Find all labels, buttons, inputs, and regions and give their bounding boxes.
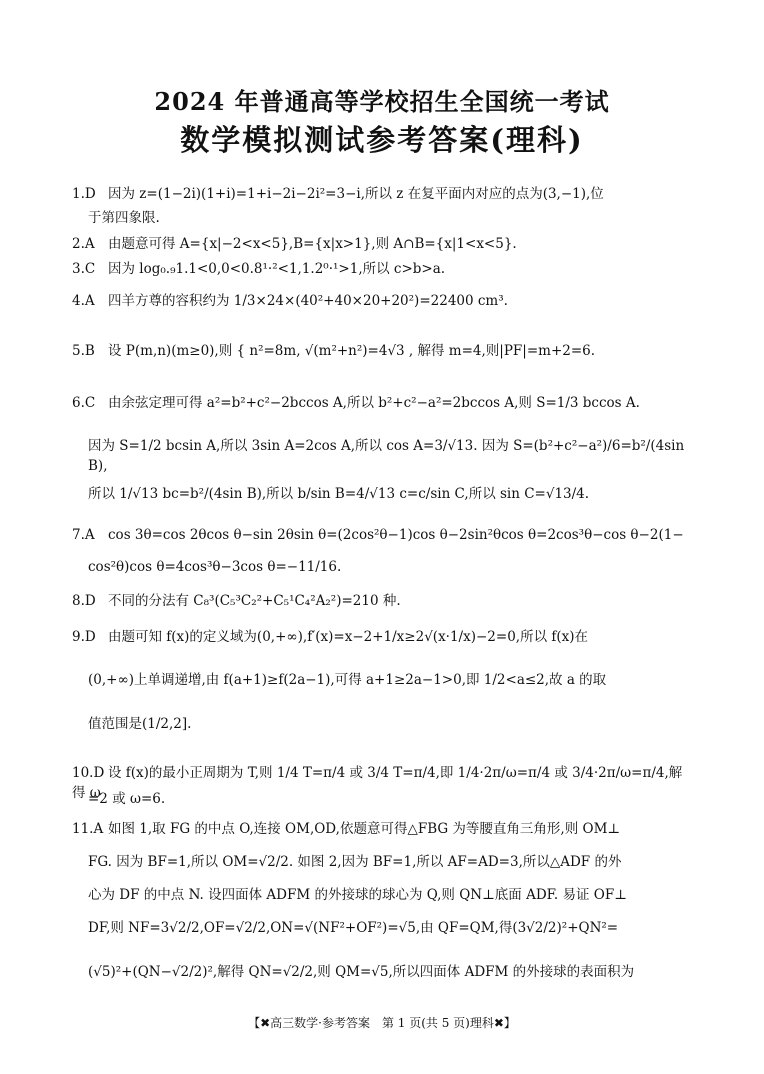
- answer-text: 由余弦定理可得 a²=b²+c²−2bccos A,所以 b²+c²−a²=2bccos A,则 S=1/3 bccos A.: [108, 395, 640, 411]
- answer-7: [72, 525, 694, 545]
- answer-label: 1.D: [72, 186, 96, 202]
- title-line-1: 2024 年普通高等学校招生全国统一考试: [154, 87, 610, 116]
- answer-label: 7.A: [72, 527, 95, 543]
- answer-11-cont-3: DF,则 NF=3√2/2,OF=√2/2,ON=√(NF²+OF²)=√5,由 QF=QM,得(3√2/2)²+QN²=: [88, 920, 619, 936]
- answer-4: [72, 291, 694, 311]
- answer-1: [72, 184, 694, 204]
- answer-label: 10.D: [72, 765, 105, 781]
- answer-9-cont-1: (0,+∞)上单调递增,由 f(a+1)≥f(2a−1),可得 a+1≥2a−1>0,即 1/2<a≤2,故 a 的取: [88, 672, 607, 688]
- answer-label: 8.D: [72, 593, 96, 609]
- answer-11-cont-1: FG. 因为 BF=1,所以 OM=√2/2. 如图 2,因为 BF=1,所以 AF=AD=3,所以△ADF 的外: [88, 854, 622, 870]
- answer-label: 4.A: [72, 293, 95, 309]
- answer-9: [72, 627, 694, 647]
- answer-11-cont-4: (√5)²+(QN−√2/2)²,解得 QN=√2/2,则 QM=√5,所以四面体 ADFM 的外接球的表面积为: [88, 964, 635, 980]
- answer-1-cont-1: 于第四象限.: [88, 210, 160, 226]
- page-footer: 【✖高三数学·参考答案 第 1 页(共 5 页)理科✖】: [248, 1016, 516, 1030]
- answer-5: [72, 341, 694, 361]
- answer-label: 5.B: [72, 343, 95, 359]
- answer-text: 因为 z=(1−2i)(1+i)=1+i−2i−2i²=3−i,所以 z 在复平面内对应的点为(3,−1),位: [108, 186, 604, 202]
- answer-text: cos 3θ=cos 2θcos θ−sin 2θsin θ=(2cos²θ−1)cos θ−2sin²θcos θ=2cos³θ−cos θ−2(1−: [108, 527, 684, 543]
- answer-label: 2.A: [72, 236, 95, 252]
- answer-3: [72, 259, 694, 279]
- answer-text: 不同的分法有 C₈³(C₅³C₂²+C₅¹C₄²A₂²)=210 种.: [108, 593, 401, 609]
- answer-text: 如图 1,取 FG 的中点 O,连接 OM,OD,依题意可得△FBG 为等腰直角三角形,则 OM⊥: [108, 821, 621, 837]
- answer-2: [72, 234, 694, 254]
- answer-label: 6.C: [72, 395, 96, 411]
- answer-text: 因为 log₀.₉1.1<0,0<0.8¹·²<1,1.2⁰·¹>1,所以 c>b>a.: [108, 261, 446, 277]
- answer-6: [72, 393, 694, 413]
- title-line-2: 数学模拟测试参考答案(理科): [180, 123, 584, 157]
- answer-text: 四羊方尊的容积约为 1/3×24×(40²+40×20+20²)=22400 cm³.: [108, 293, 508, 309]
- answer-8: [72, 591, 694, 611]
- answer-7-cont-1: cos²θ)cos θ=4cos³θ−3cos θ=−11/16.: [88, 559, 342, 575]
- answer-label: 11.A: [72, 821, 104, 837]
- answer-label: 9.D: [72, 629, 96, 645]
- answer-6-cont-2: 所以 1/√13 bc=b²/(4sin B),所以 b/sin B=4/√13 c=c/sin C,所以 sin C=√13/4.: [88, 486, 590, 502]
- answer-10-cont-1: =2 或 ω=6.: [88, 791, 166, 807]
- answer-text: 由题意可得 A={x|−2<x<5},B={x|x>1},则 A∩B={x|1<x<5}.: [108, 236, 517, 252]
- answer-11-cont-2: 心为 DF 的中点 N. 设四面体 ADFM 的外接球的球心为 Q,则 QN⊥底面 ADF. 易证 OF⊥: [88, 887, 627, 903]
- answer-9-cont-2: 值范围是(1/2,2].: [88, 716, 192, 732]
- answer-text: 设 P(m,n)(m≥0),则 { n²=8m, √(m²+n²)=4√3 , 解得 m=4,则|PF|=m+2=6.: [108, 343, 596, 359]
- answer-label: 3.C: [72, 261, 96, 277]
- answer-6-cont-1: 因为 S=1/2 bcsin A,所以 3sin A=2cos A,所以 cos A=3/√13. 因为 S=(b²+c²−a²)/6=b²/(4sin B),: [88, 438, 685, 474]
- answer-text: 由题可知 f(x)的定义域为(0,+∞),f′(x)=x−2+1/x≥2√(x·1/x)−2=0,所以 f(x)在: [108, 629, 589, 645]
- answer-11: [72, 819, 694, 839]
- answer-text: 设 f(x)的最小正周期为 T,则 1/4 T=π/4 或 3/4 T=π/4,即 1/4·2π/ω=π/4 或 3/4·2π/ω=π/4,解得 ω: [72, 765, 683, 801]
